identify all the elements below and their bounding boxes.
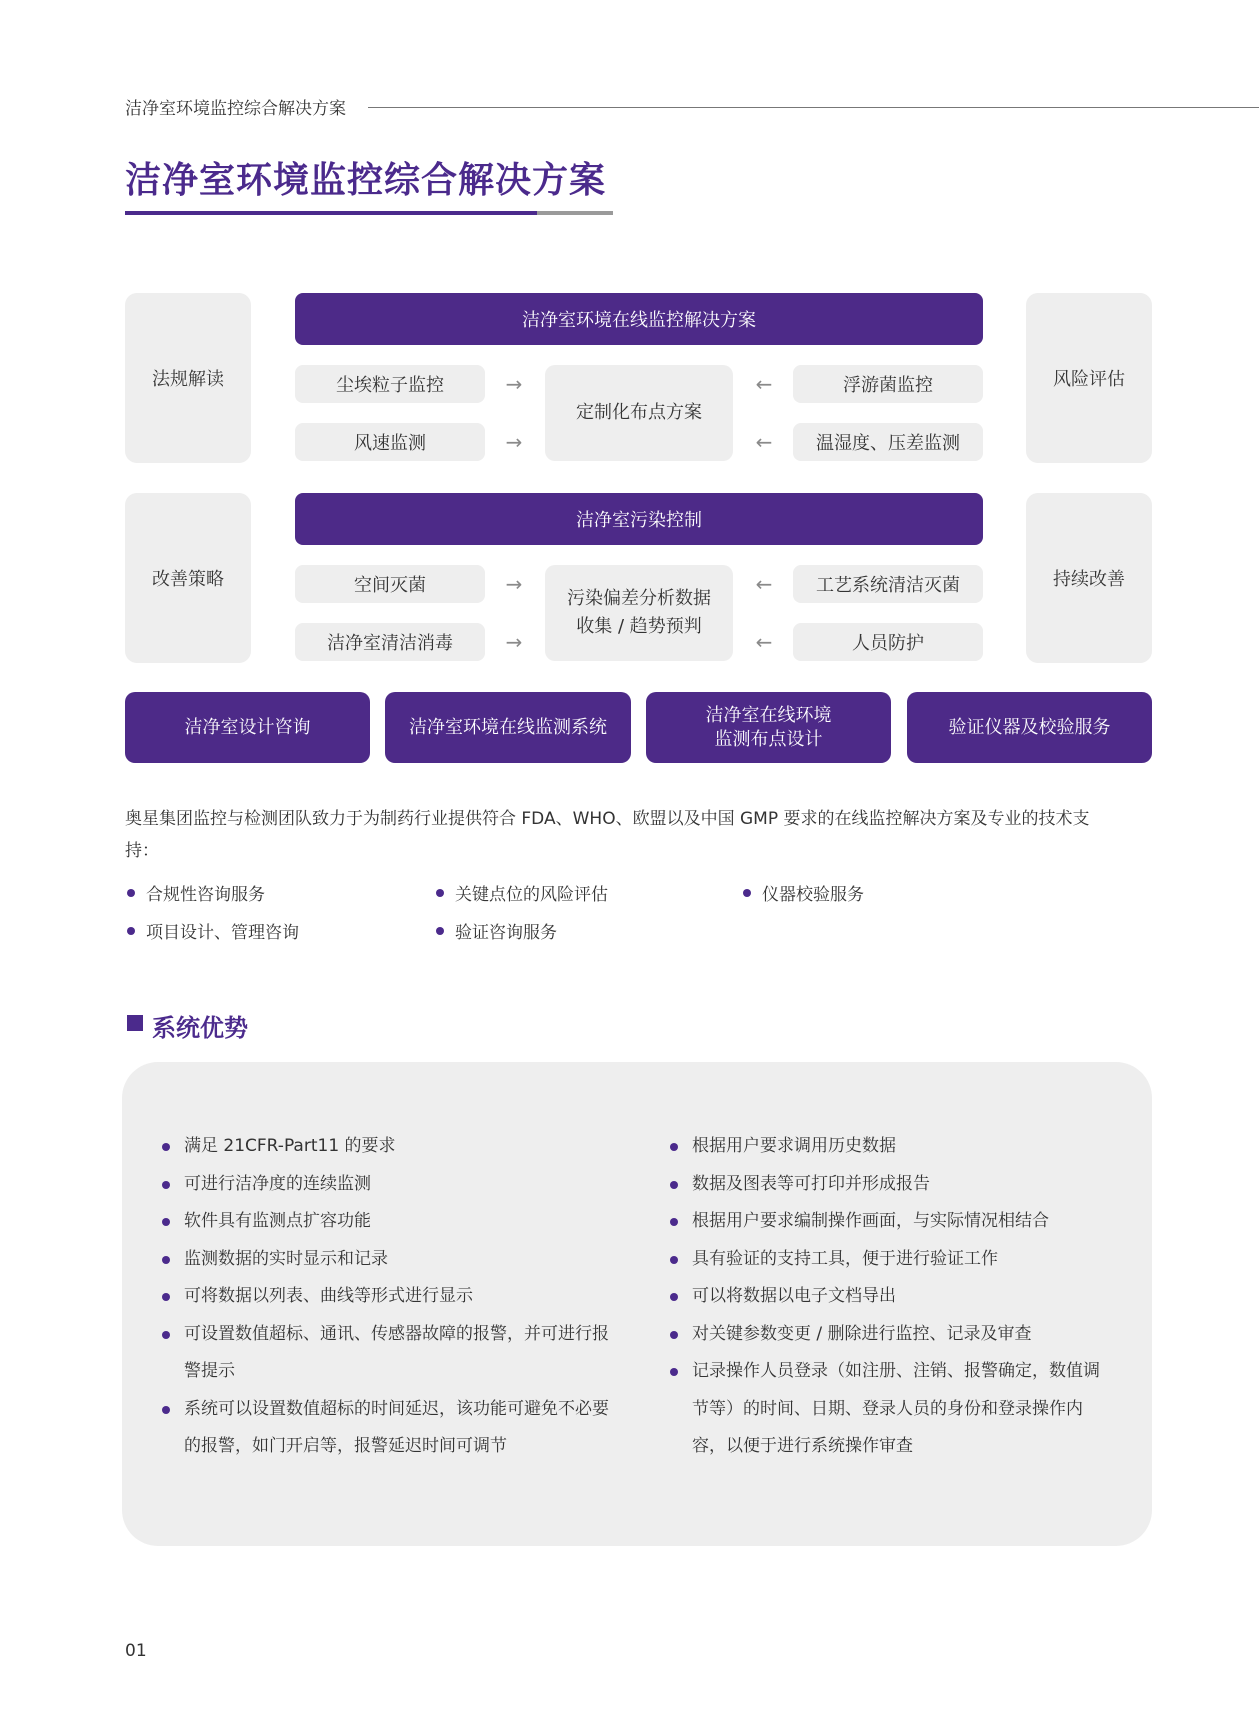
advantage-item: 软件具有监测点扩容功能 [162,1203,624,1241]
title-underline-gray [537,211,613,215]
bullet-icon [162,1181,170,1189]
service-button-validation-calibration: 验证仪器及校验服务 [907,692,1152,763]
arrow-right-icon: → [505,372,523,396]
band-online-monitoring: 洁净室环境在线监控解决方案 [295,293,983,345]
pill-cleanroom-disinfection: 洁净室清洁消毒 [295,623,485,661]
arrow-left-icon: ← [755,372,773,396]
bullet-icon [436,889,444,897]
bullet-icon [436,927,444,935]
header-rule [368,107,1259,108]
bullet-icon [162,1218,170,1226]
advantages-right-column [670,1128,1110,1466]
pill-airborne-bacteria: 浮游菌监控 [793,365,983,403]
pill-space-sterilization: 空间灭菌 [295,565,485,603]
service-item: 仪器校验服务 [743,880,864,905]
advantage-item: 具有验证的支持工具，便于进行验证工作 [670,1241,1110,1279]
advantage-item: 记录操作人员登录（如注册、注销、报警确定，数值调节等）的时间、日期、登录人员的身份和登录操作内容，以便于进行系统操作审查 [670,1353,1110,1466]
title-underline-accent [125,211,537,215]
bullet-icon [670,1368,678,1376]
service-item: 验证咨询服务 [436,918,557,943]
bullet-icon [670,1293,678,1301]
bullet-icon [670,1218,678,1226]
advantage-item: 可进行洁净度的连续监测 [162,1166,624,1204]
advantage-item: 可以将数据以电子文档导出 [670,1278,1110,1316]
bullet-icon [162,1331,170,1339]
arrow-right-icon: → [505,630,523,654]
advantage-item: 可设置数值超标、通讯、传感器故障的报警，并可进行报警提示 [162,1316,624,1391]
bullet-icon [162,1256,170,1264]
advantages-left-column [162,1128,624,1466]
bullet-icon [162,1143,170,1151]
running-header: 洁净室环境监控综合解决方案 [125,99,346,119]
pill-temp-humidity-pressure: 温湿度、压差监测 [793,423,983,461]
section-marker-icon [127,1015,143,1031]
bullet-icon [162,1293,170,1301]
bullet-icon [670,1143,678,1151]
advantage-item: 根据用户要求编制操作画面，与实际情况相结合 [670,1203,1110,1241]
bullet-icon [743,889,751,897]
bullet-icon [162,1406,170,1414]
service-button-monitoring-point-design: 洁净室在线环境 监测布点设计 [646,692,891,763]
service-item: 合规性咨询服务 [127,880,265,905]
bullet-icon [127,927,135,935]
advantage-item: 根据用户要求调用历史数据 [670,1128,1110,1166]
service-button-cleanroom-design: 洁净室设计咨询 [125,692,370,763]
advantage-item: 系统可以设置数值超标的时间延迟，该功能可避免不必要的报警，如门开启等，报警延迟时间可调节 [162,1391,624,1466]
band-contamination-control: 洁净室污染控制 [295,493,983,545]
advantage-item: 数据及图表等可打印并形成报告 [670,1166,1110,1204]
advantage-item: 满足 21CFR-Part11 的要求 [162,1128,624,1166]
pill-process-system-cleaning: 工艺系统清洁灭菌 [793,565,983,603]
service-item: 关键点位的风险评估 [436,880,608,905]
service-item: 项目设计、管理咨询 [127,918,299,943]
section-title: 系统优势 [152,1014,248,1042]
bullet-icon [127,889,135,897]
pill-particle-monitoring: 尘埃粒子监控 [295,365,485,403]
pill-personnel-protection: 人员防护 [793,623,983,661]
bullet-icon [670,1331,678,1339]
service-button-online-monitoring-system: 洁净室环境在线监测系统 [385,692,631,763]
side-box-regulation: 法规解读 [125,293,251,463]
center-box-deviation-analysis: 污染偏差分析数据 收集 / 趋势预判 [545,565,733,661]
bullet-icon [670,1256,678,1264]
side-box-risk-assessment: 风险评估 [1026,293,1152,463]
advantage-item: 对关键参数变更 / 删除进行监控、记录及审查 [670,1316,1110,1354]
arrow-left-icon: ← [755,430,773,454]
page-number: 01 [125,1641,147,1661]
side-box-continuous-improvement: 持续改善 [1026,493,1152,663]
pill-airspeed-monitoring: 风速监测 [295,423,485,461]
arrow-left-icon: ← [755,572,773,596]
center-box-custom-layout: 定制化布点方案 [545,365,733,461]
arrow-right-icon: → [505,572,523,596]
bullet-icon [670,1181,678,1189]
advantage-item: 可将数据以列表、曲线等形式进行显示 [162,1278,624,1316]
arrow-right-icon: → [505,430,523,454]
advantage-item: 监测数据的实时显示和记录 [162,1241,624,1279]
side-box-improvement-strategy: 改善策略 [125,493,251,663]
intro-paragraph: 奥星集团监控与检测团队致力于为制药行业提供符合 FDA、WHO、欧盟以及中国 GMP 要求的在线监控解决方案及专业的技术支持： [125,809,1090,861]
page-title: 洁净室环境监控综合解决方案 [125,160,607,201]
advantages-panel [122,1062,1152,1546]
arrow-left-icon: ← [755,630,773,654]
